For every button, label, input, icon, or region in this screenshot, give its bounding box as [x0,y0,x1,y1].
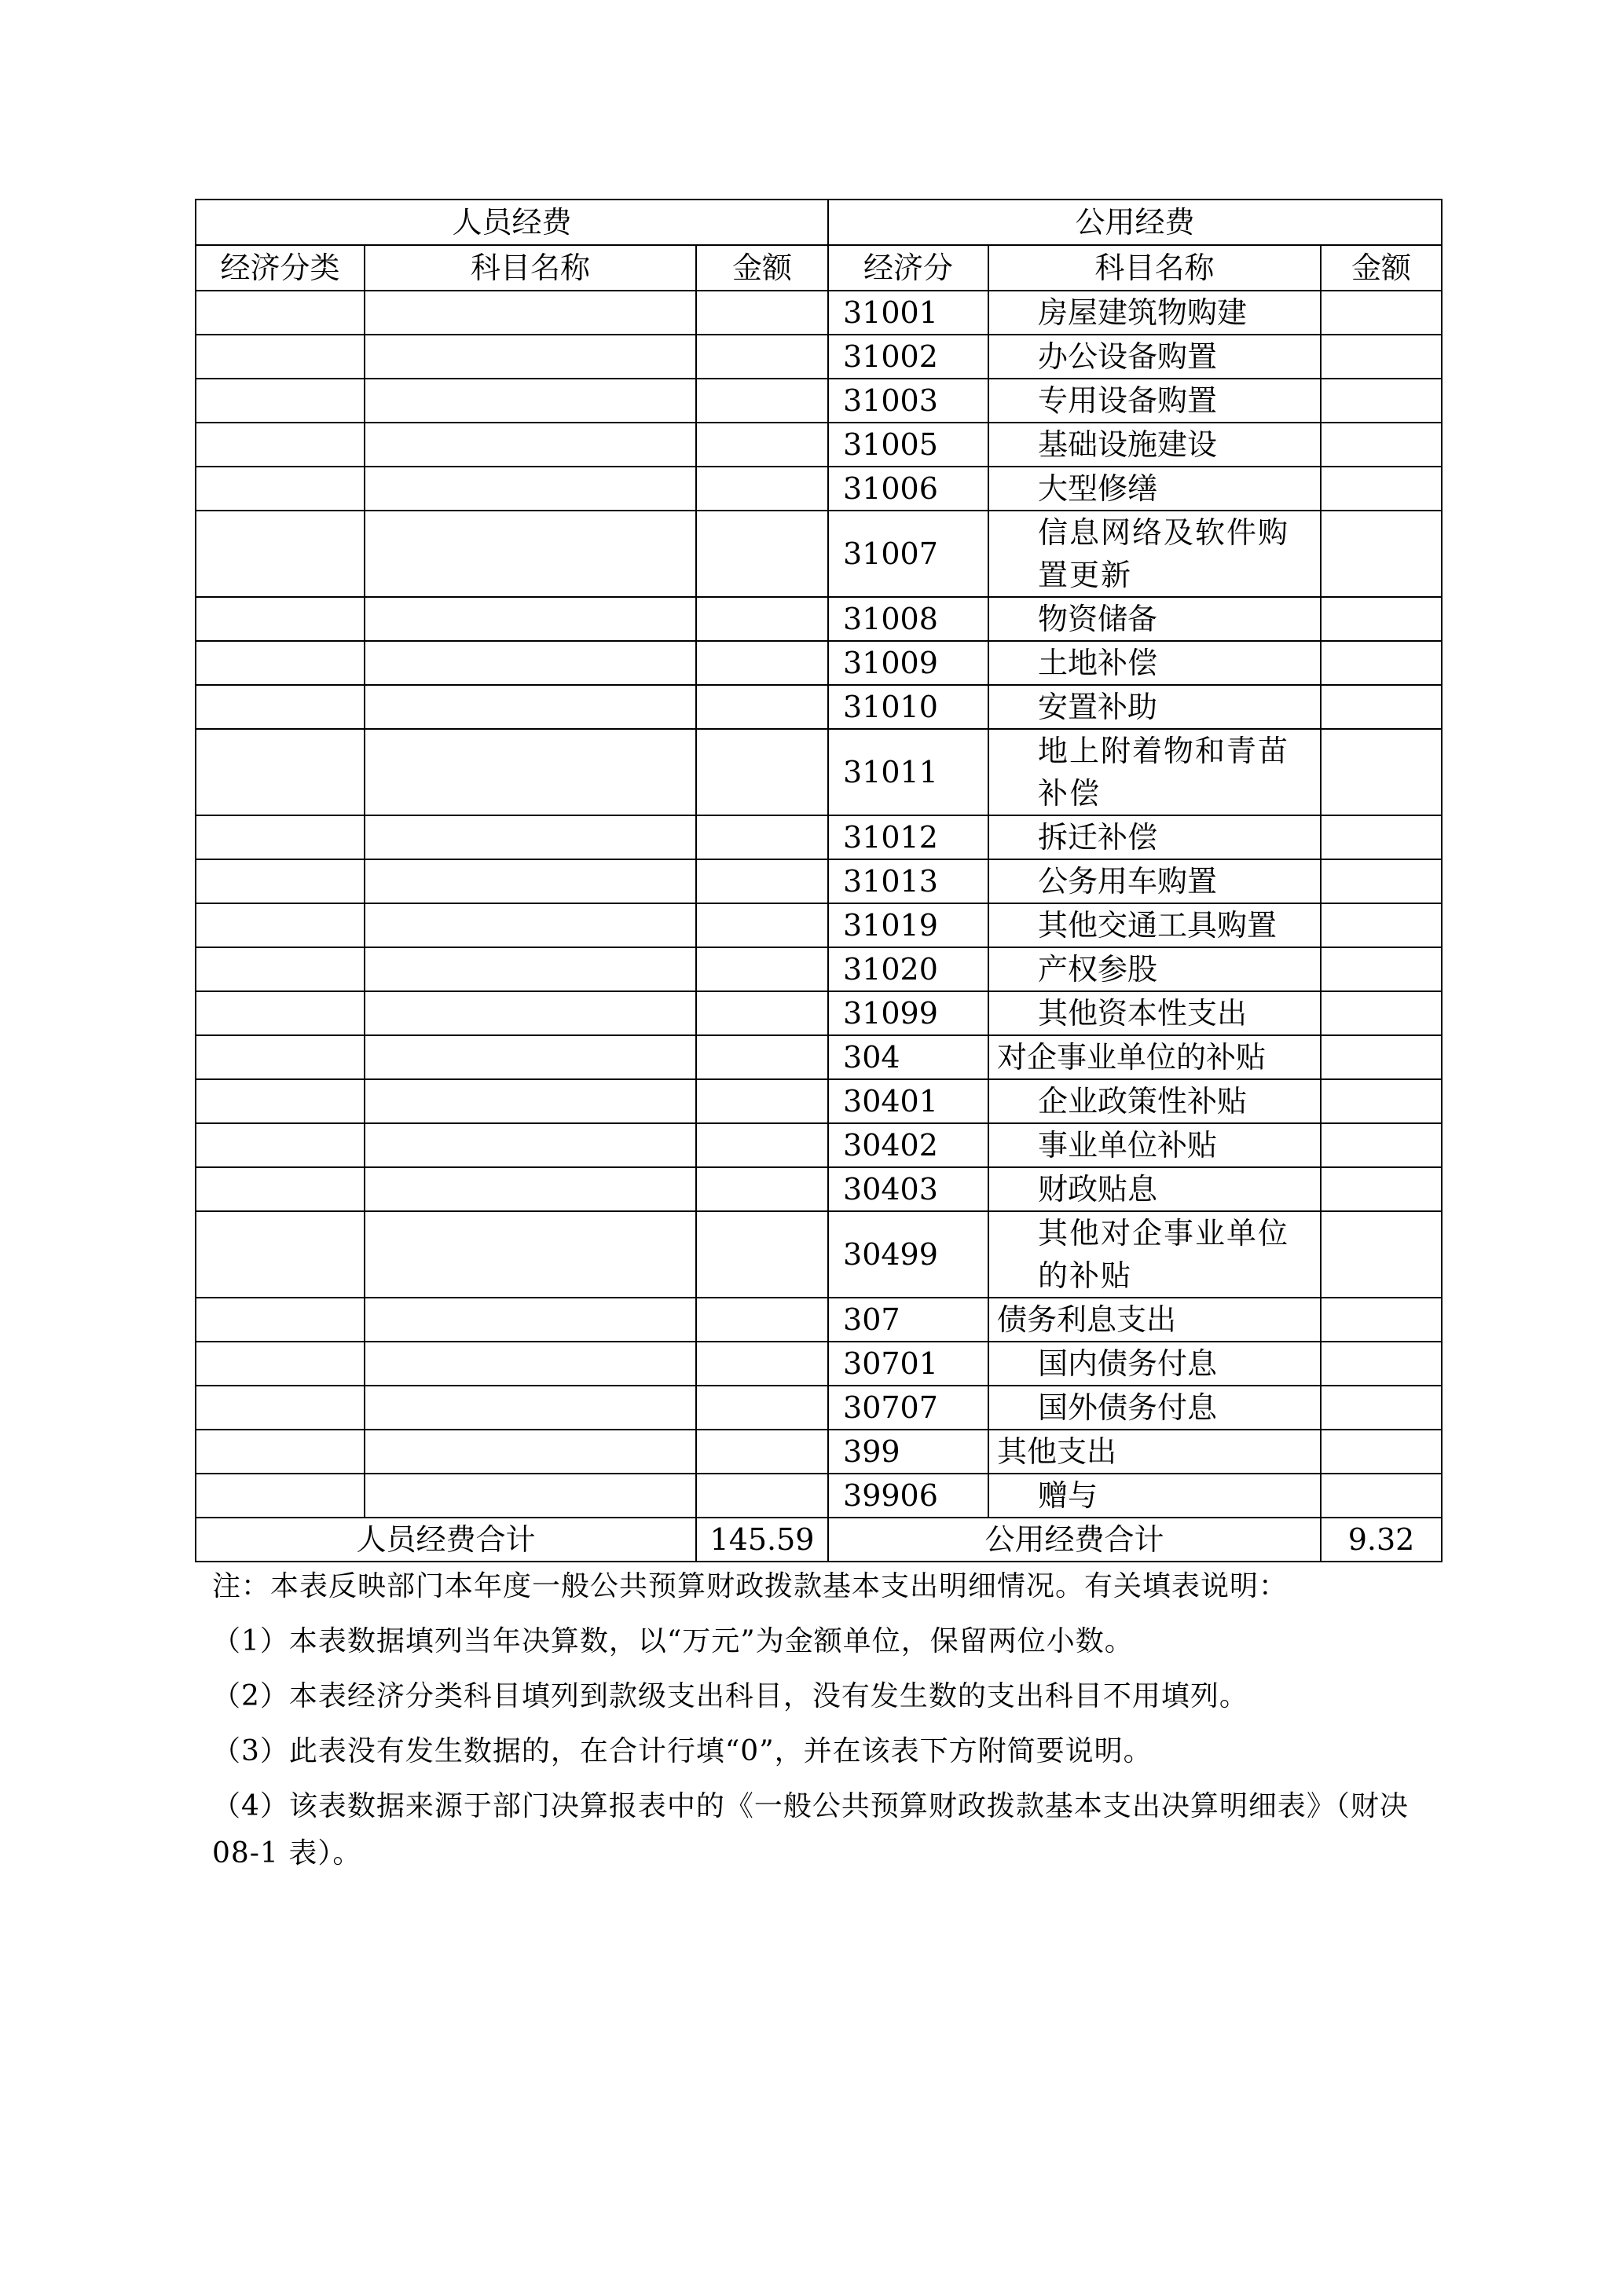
row-code: 30499 [828,1211,988,1298]
left-category-cell [196,597,365,641]
table-row [196,597,1442,641]
left-amount-cell [696,1474,828,1518]
table-row [196,423,1442,467]
left-name-cell [365,423,696,467]
public-section-title: 公用经费 [828,200,1442,245]
row-name: 地上附着物和青苗补偿 [988,729,1321,815]
table-row [196,903,1442,947]
table-row [196,1386,1442,1430]
table-row [196,947,1442,991]
row-code: 304 [828,1035,988,1079]
left-amount-cell [696,1123,828,1167]
left-category-cell [196,1211,365,1298]
left-category-cell [196,1430,365,1474]
left-name-cell [365,511,696,597]
right-amount-cell [1321,291,1442,335]
left-amount-cell [696,379,828,423]
left-category-cell [196,903,365,947]
left-amount-cell [696,1386,828,1430]
section-header-row [196,200,1442,245]
left-category-cell [196,1298,365,1342]
left-category-cell [196,859,365,903]
totals-row [196,1518,1442,1562]
row-name: 信息网络及软件购置更新 [988,511,1321,597]
row-name: 国内债务付息 [988,1342,1321,1386]
right-amount-cell [1321,1342,1442,1386]
right-amount-cell [1321,379,1442,423]
note-item-2: （2）本表经济分类科目填列到款级支出科目，没有发生数的支出科目不用填列。 [212,1680,1248,1712]
left-amount-cell [696,423,828,467]
left-amount-cell [696,685,828,729]
left-category-cell [196,1474,365,1518]
row-code: 31007 [828,511,988,597]
table-row [196,335,1442,379]
note-item-1: （1）本表数据填列当年决算数，以“万元”为金额单位，保留两位小数。 [212,1625,1134,1657]
table-row [196,1474,1442,1518]
personnel-total-label: 人员经费合计 [196,1518,696,1562]
table-row [196,641,1442,685]
left-amount-cell [696,1342,828,1386]
row-code: 39906 [828,1474,988,1518]
table-row [196,1342,1442,1386]
left-name-cell [365,1430,696,1474]
left-name-cell [365,859,696,903]
row-name: 债务利息支出 [988,1298,1321,1342]
left-name-cell [365,947,696,991]
left-category-cell [196,1079,365,1123]
left-name-cell [365,335,696,379]
left-name-cell [365,1079,696,1123]
row-name: 安置补助 [988,685,1321,729]
right-amount-cell [1321,1298,1442,1342]
row-code: 31019 [828,903,988,947]
column-header-row [196,245,1442,291]
right-amount-cell [1321,1430,1442,1474]
header-right-name: 科目名称 [988,245,1321,291]
row-name: 拆迁补偿 [988,815,1321,859]
table-row [196,291,1442,335]
table-row [196,859,1442,903]
left-category-cell [196,641,365,685]
row-name: 大型修缮 [988,467,1321,511]
note-item-4: （4）该表数据来源于部门决算报表中的《一般公共预算财政拨款基本支出决算明细表》（财决 08-1 表）。 [212,1790,1409,1869]
table-row [196,1430,1442,1474]
table-row [196,467,1442,511]
row-name: 事业单位补贴 [988,1123,1321,1167]
left-category-cell [196,379,365,423]
row-code: 30403 [828,1167,988,1211]
row-name: 专用设备购置 [988,379,1321,423]
right-amount-cell [1321,947,1442,991]
left-category-cell [196,947,365,991]
row-name: 财政贴息 [988,1167,1321,1211]
left-name-cell [365,1167,696,1211]
right-amount-cell [1321,1211,1442,1298]
left-category-cell [196,729,365,815]
header-left-amount: 金额 [696,245,828,291]
right-amount-cell [1321,1167,1442,1211]
left-name-cell [365,903,696,947]
row-code: 31010 [828,685,988,729]
left-amount-cell [696,291,828,335]
header-left-category: 经济分类 [196,245,365,291]
right-amount-cell [1321,1079,1442,1123]
row-code: 31020 [828,947,988,991]
row-name: 其他支出 [988,1430,1321,1474]
table-row [196,815,1442,859]
expense-detail-table [195,199,1443,1562]
left-amount-cell [696,859,828,903]
left-amount-cell [696,947,828,991]
row-code: 30401 [828,1079,988,1123]
right-amount-cell [1321,859,1442,903]
left-name-cell [365,467,696,511]
right-amount-cell [1321,903,1442,947]
row-code: 31005 [828,423,988,467]
table-row [196,1123,1442,1167]
personnel-section-title: 人员经费 [196,200,828,245]
table-row [196,685,1442,729]
row-code: 31006 [828,467,988,511]
row-name: 国外债务付息 [988,1386,1321,1430]
left-category-cell [196,1123,365,1167]
right-amount-cell [1321,511,1442,597]
right-amount-cell [1321,729,1442,815]
row-name: 其他资本性支出 [988,991,1321,1035]
right-amount-cell [1321,641,1442,685]
left-name-cell [365,597,696,641]
row-code: 31009 [828,641,988,685]
right-amount-cell [1321,1386,1442,1430]
row-name: 对企事业单位的补贴 [988,1035,1321,1079]
left-amount-cell [696,511,828,597]
note-item-3: （3）此表没有发生数据的，在合计行填“0”，并在该表下方附简要说明。 [212,1735,1153,1767]
left-category-cell [196,1167,365,1211]
left-amount-cell [696,991,828,1035]
row-code: 31001 [828,291,988,335]
right-amount-cell [1321,991,1442,1035]
header-left-name: 科目名称 [365,245,696,291]
left-category-cell [196,685,365,729]
table-row [196,991,1442,1035]
left-name-cell [365,991,696,1035]
public-total-value: 9.32 [1321,1518,1442,1562]
left-name-cell [365,729,696,815]
left-name-cell [365,685,696,729]
row-code: 30701 [828,1342,988,1386]
note-intro: 注：本表反映部门本年度一般公共预算财政拨款基本支出明细情况。有关填表说明： [212,1570,1289,1602]
row-name: 企业政策性补贴 [988,1079,1321,1123]
left-amount-cell [696,641,828,685]
left-amount-cell [696,1035,828,1079]
table-row [196,1079,1442,1123]
public-total-label: 公用经费合计 [828,1518,1321,1562]
row-code: 30707 [828,1386,988,1430]
left-category-cell [196,511,365,597]
left-amount-cell [696,1430,828,1474]
row-name: 物资储备 [988,597,1321,641]
row-name: 赠与 [988,1474,1321,1518]
row-code: 31013 [828,859,988,903]
table-row [196,1298,1442,1342]
row-code: 307 [828,1298,988,1342]
row-code: 31003 [828,379,988,423]
right-amount-cell [1321,423,1442,467]
header-right-amount: 金额 [1321,245,1442,291]
left-name-cell [365,1298,696,1342]
left-name-cell [365,1211,696,1298]
right-amount-cell [1321,597,1442,641]
row-name: 公务用车购置 [988,859,1321,903]
table-row [196,1035,1442,1079]
row-name: 产权参股 [988,947,1321,991]
left-amount-cell [696,597,828,641]
table-row [196,511,1442,597]
row-code: 31011 [828,729,988,815]
row-name: 土地补偿 [988,641,1321,685]
left-amount-cell [696,1167,828,1211]
row-code: 31099 [828,991,988,1035]
row-code: 399 [828,1430,988,1474]
right-amount-cell [1321,1123,1442,1167]
left-amount-cell [696,729,828,815]
left-name-cell [365,1342,696,1386]
right-amount-cell [1321,335,1442,379]
left-name-cell [365,815,696,859]
left-category-cell [196,1342,365,1386]
row-name: 其他对企事业单位的补贴 [988,1211,1321,1298]
row-code: 30402 [828,1123,988,1167]
left-name-cell [365,641,696,685]
left-amount-cell [696,815,828,859]
left-category-cell [196,1035,365,1079]
row-code: 31012 [828,815,988,859]
right-amount-cell [1321,685,1442,729]
left-name-cell [365,1386,696,1430]
left-name-cell [365,1474,696,1518]
left-amount-cell [696,467,828,511]
left-category-cell [196,467,365,511]
right-amount-cell [1321,1035,1442,1079]
left-category-cell [196,991,365,1035]
left-name-cell [365,1035,696,1079]
header-right-category: 经济分 [828,245,988,291]
right-amount-cell [1321,1474,1442,1518]
right-amount-cell [1321,815,1442,859]
left-amount-cell [696,1298,828,1342]
left-category-cell [196,1386,365,1430]
left-category-cell [196,291,365,335]
left-amount-cell [696,1211,828,1298]
table-row [196,1211,1442,1298]
row-name: 其他交通工具购置 [988,903,1321,947]
left-amount-cell [696,335,828,379]
left-amount-cell [696,1079,828,1123]
table-row [196,1167,1442,1211]
row-name: 基础设施建设 [988,423,1321,467]
right-amount-cell [1321,467,1442,511]
personnel-total-value: 145.59 [696,1518,828,1562]
left-amount-cell [696,903,828,947]
table-notes [212,1563,1446,1877]
table-row [196,729,1442,815]
row-name: 房屋建筑物购建 [988,291,1321,335]
left-name-cell [365,379,696,423]
left-name-cell [365,1123,696,1167]
table-row [196,379,1442,423]
left-name-cell [365,291,696,335]
row-code: 31008 [828,597,988,641]
row-code: 31002 [828,335,988,379]
row-name: 办公设备购置 [988,335,1321,379]
left-category-cell [196,423,365,467]
left-category-cell [196,815,365,859]
left-category-cell [196,335,365,379]
